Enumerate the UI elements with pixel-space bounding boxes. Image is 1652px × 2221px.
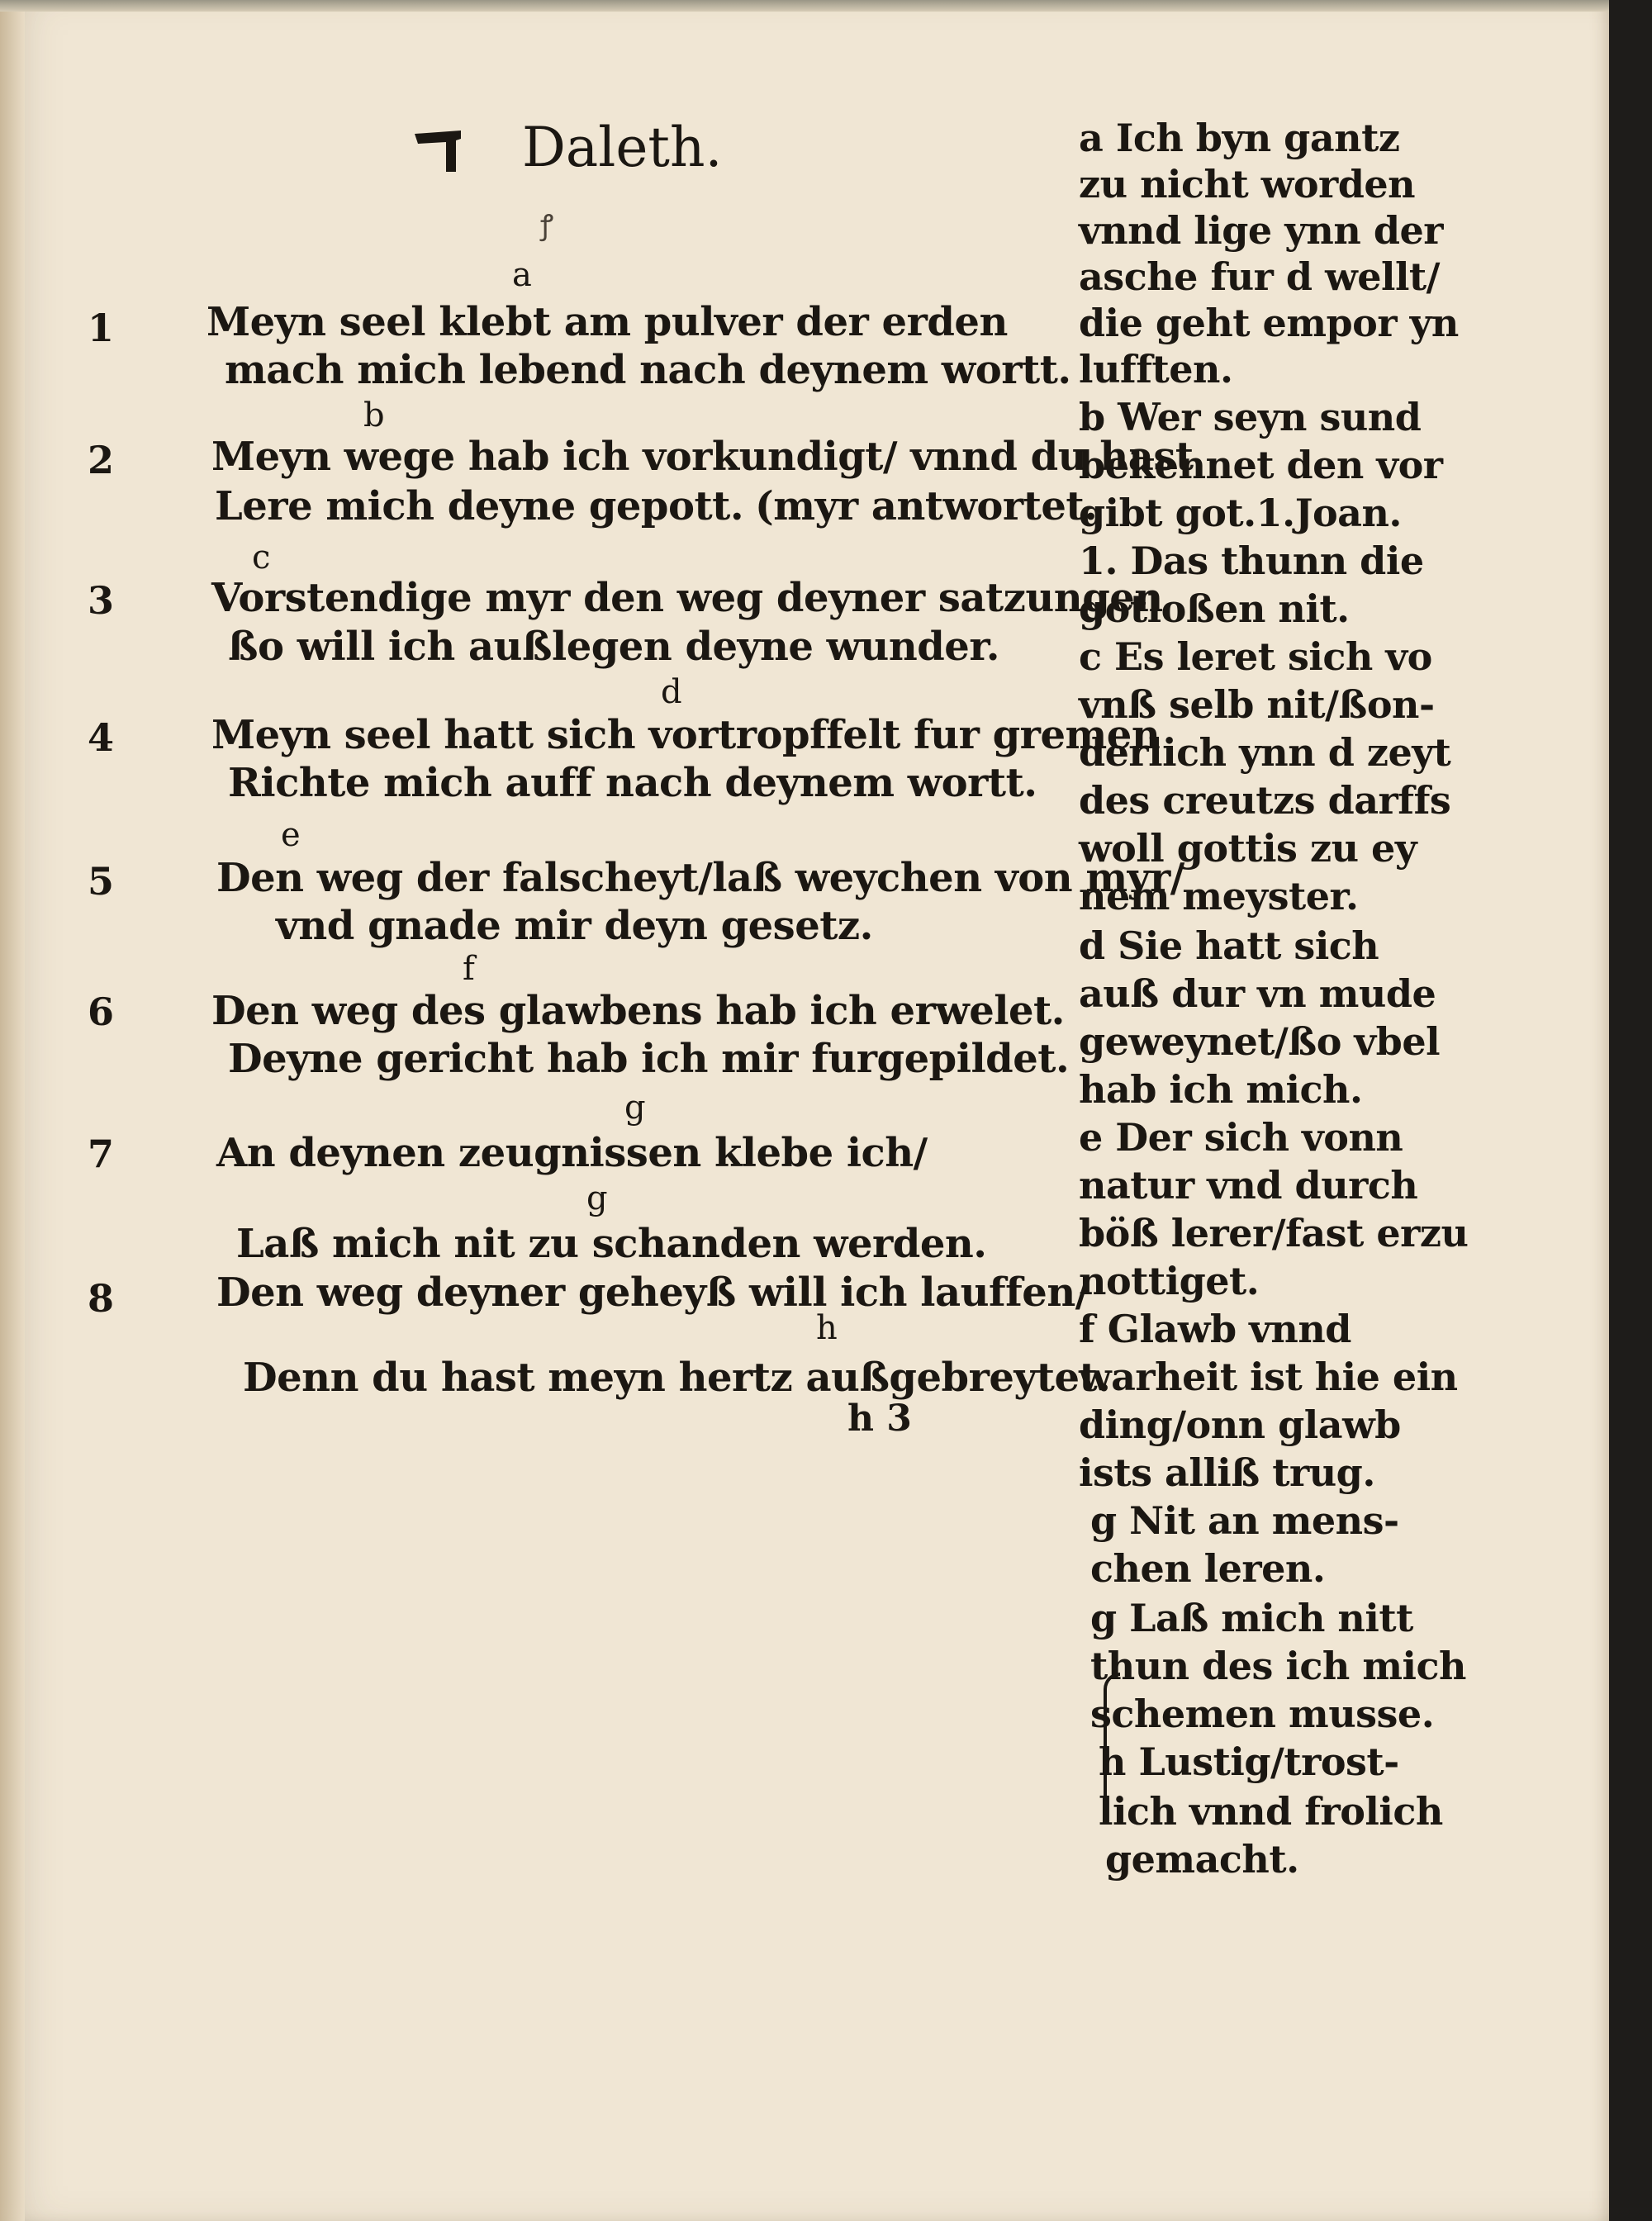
signature-mark: h 3 bbox=[847, 1398, 912, 1440]
left-page-edge bbox=[0, 0, 25, 2221]
margin-note-line: lufften. bbox=[1079, 347, 1233, 392]
margin-note-line: gibt got.1.Joan. bbox=[1079, 491, 1402, 535]
verse-number: 6 bbox=[88, 989, 115, 1034]
gloss-letter: b bbox=[363, 396, 385, 434]
verse-line: Vorstendige myr den weg deyner satzungen bbox=[211, 575, 1163, 621]
verse-line: Deyne gericht hab ich mir furgepildet. bbox=[228, 1036, 1070, 1082]
verse-line: vnd gnade mir deyn gesetz. bbox=[276, 903, 873, 949]
margin-note-line: g Laß mich nitt bbox=[1090, 1596, 1413, 1640]
margin-note-line: woll gottis zu ey bbox=[1079, 826, 1417, 871]
verse-line: Meyn seel hatt sich vortropffelt fur gremen bbox=[211, 712, 1161, 758]
margin-note-line: thun des ich mich bbox=[1090, 1644, 1466, 1688]
margin-note-line: ding/onn glawb bbox=[1079, 1402, 1401, 1447]
gloss-letter: g bbox=[624, 1089, 646, 1127]
margin-note-line: zu nicht worden bbox=[1079, 162, 1416, 206]
margin-note-line: gotloßen nit. bbox=[1079, 586, 1350, 631]
gloss-letter: e bbox=[281, 816, 301, 854]
margin-note-line: chen leren. bbox=[1090, 1546, 1326, 1591]
verse-number: 7 bbox=[88, 1132, 115, 1176]
page-title: Daleth. bbox=[522, 116, 723, 179]
gloss-letter: g bbox=[586, 1179, 608, 1217]
margin-note-line: f Glawb vnnd bbox=[1079, 1307, 1351, 1351]
hebrew-daleth-icon bbox=[413, 126, 471, 175]
margin-note-line: geweynet/ßo vbel bbox=[1079, 1019, 1441, 1064]
verse-line: Lere mich deyne gepott. bbox=[215, 483, 744, 529]
verse-line: Meyn wege hab ich vorkundigt/ vnnd du hast bbox=[211, 434, 1194, 480]
margin-note-line: g Nit an mens- bbox=[1090, 1498, 1399, 1543]
margin-note-line: natur vnd durch bbox=[1079, 1163, 1418, 1208]
margin-note-line: die geht empor yn bbox=[1079, 301, 1459, 345]
margin-note-line: e Der sich vonn bbox=[1079, 1115, 1403, 1160]
margin-note-line: gemacht. bbox=[1105, 1837, 1299, 1882]
gloss-letter: c bbox=[252, 539, 271, 577]
verse-line: An deynen zeugnissen klebe ich/ bbox=[216, 1130, 928, 1176]
gloss-letter: a bbox=[512, 256, 532, 294]
margin-note-line: warheit ist hie ein bbox=[1079, 1355, 1458, 1399]
margin-note-line: des creutzs darffs bbox=[1079, 778, 1451, 823]
verse-line: Denn du hast meyn hertz außgebreytet. bbox=[243, 1355, 1111, 1401]
top-page-edge bbox=[0, 0, 1609, 12]
verse-line: Laß mich nit zu schanden werden. bbox=[236, 1221, 987, 1267]
margin-note-line: hab ich mich. bbox=[1079, 1067, 1363, 1112]
margin-note-line: a Ich byn gantz bbox=[1079, 116, 1400, 160]
verse-line: Richte mich auff nach deynem wortt. bbox=[228, 760, 1037, 806]
verse-number: 1 bbox=[88, 306, 115, 350]
margin-note-line: böß lerer/fast erzu bbox=[1079, 1211, 1469, 1255]
margin-note-line: nottiget. bbox=[1079, 1259, 1260, 1303]
gloss-letter: h bbox=[816, 1309, 838, 1347]
verse-line: Meyn seel klebt am pulver der erden bbox=[206, 299, 1008, 345]
margin-note-line: b Wer seyn sund bbox=[1079, 395, 1422, 439]
verse-line: Den weg deyner geheyß will ich lauffen/ bbox=[216, 1269, 1089, 1316]
margin-note-line: lich vnnd frolich bbox=[1099, 1789, 1443, 1834]
gloss-letter: d bbox=[661, 673, 682, 711]
margin-note-line: d Sie hatt sich bbox=[1079, 923, 1379, 968]
margin-note-line: schemen musse. bbox=[1090, 1692, 1435, 1736]
margin-note-line: vnß selb nit/ßon- bbox=[1079, 682, 1435, 727]
small-mark: ꝭ bbox=[540, 209, 554, 242]
margin-note-line: nem meyster. bbox=[1079, 874, 1359, 918]
verse-line: Den weg des glawbens hab ich erwelet. bbox=[211, 988, 1065, 1034]
margin-note-line: derlich ynn d zeyt bbox=[1079, 730, 1451, 775]
margin-note-line: ists alliß trug. bbox=[1079, 1450, 1375, 1495]
verse-line: mach mich lebend nach deynem wortt. bbox=[225, 347, 1071, 393]
margin-note-line: bekennet den vor bbox=[1079, 443, 1443, 487]
verse-number: 5 bbox=[88, 859, 115, 904]
margin-note-line: auß dur vn mude bbox=[1079, 971, 1436, 1016]
margin-note-line: c Es leret sich vo bbox=[1079, 634, 1432, 679]
verse-number: 3 bbox=[88, 578, 115, 623]
verse-number: 8 bbox=[88, 1276, 115, 1321]
gloss-letter: f bbox=[463, 950, 475, 988]
margin-note-line: vnnd lige ynn der bbox=[1079, 208, 1443, 253]
verse-line: Den weg der falscheyt/laß weychen von myr/ bbox=[216, 855, 1184, 901]
verse-number: 4 bbox=[88, 715, 115, 760]
margin-note-line: 1. Das thunn die bbox=[1079, 539, 1424, 583]
margin-bracket bbox=[1104, 1673, 1120, 1804]
verse-number: 2 bbox=[88, 438, 115, 482]
margin-note-line: h Lustig/trost- bbox=[1099, 1739, 1399, 1784]
margin-note-line: asche fur d wellt/ bbox=[1079, 254, 1440, 299]
verse-line-continuation: (myr antwortet. bbox=[755, 483, 1098, 529]
verse-line: ßo will ich außlegen deyne wunder. bbox=[228, 624, 999, 670]
